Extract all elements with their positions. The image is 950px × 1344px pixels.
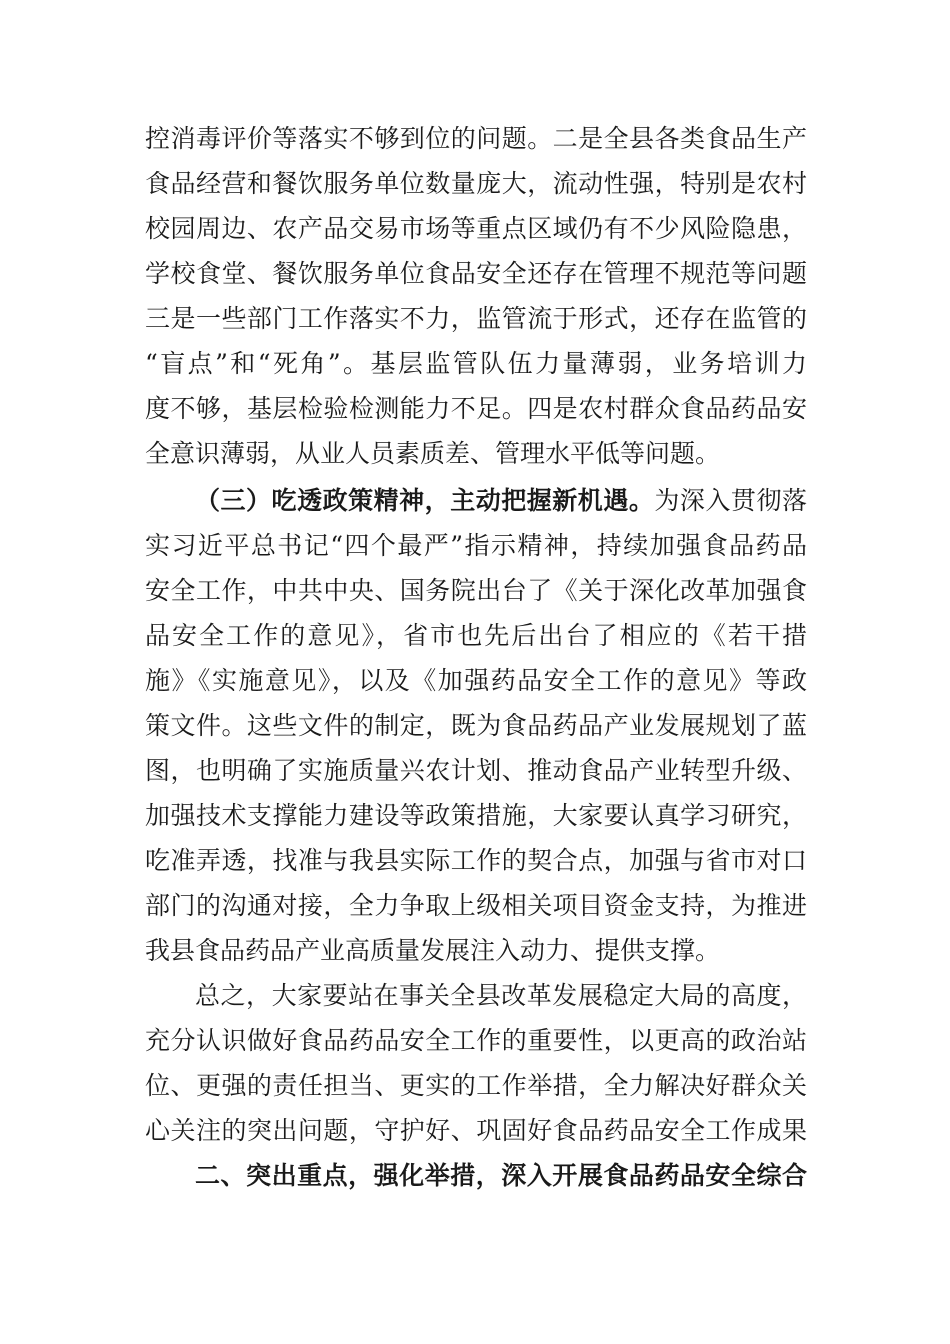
text-line: 我县食品药品产业高质量发展注入动力、提供支撑。 [145, 936, 721, 965]
text-line: 图，也明确了实施质量兴农计划、推动食品产业转型升级、 [145, 756, 807, 785]
text-line: 实习近平总书记“四个最严”指示精神，持续加强食品药品 [145, 531, 807, 560]
text-line: 度不够，基层检验检测能力不足。四是农村群众食品药品安 [145, 394, 807, 423]
text-line: 食品经营和餐饮服务单位数量庞大，流动性强，特别是农村 [145, 169, 807, 198]
text-line: 位、更强的责任担当、更实的工作举措，全力解决好群众关 [145, 1071, 807, 1100]
text-line: 施》《实施意见》，以及《加强药品安全工作的意见》等政 [145, 666, 807, 695]
text-line: 充分认识做好食品药品安全工作的重要性，以更高的政治站 [145, 1026, 807, 1055]
paragraph-first-line [195, 481, 807, 521]
text-line: 部门的沟通对接，全力争取上级相关项目资金支持，为推进 [145, 891, 807, 920]
text-line: 加强技术支撑能力建设等政策措施，大家要认真学习研究， [145, 801, 807, 830]
text-line: 安全工作，中共中央、国务院出台了《关于深化改革加强食 [145, 576, 807, 605]
text-line: 吃准弄透，找准与我县实际工作的契合点，加强与省市对口 [145, 846, 807, 875]
text-span: 为深入贯彻落 [654, 486, 807, 515]
text-line: 学校食堂、餐饮服务单位食品安全还存在管理不规范等问题 [145, 259, 807, 288]
text-line: 三是一些部门工作落实不力，监管流于形式，还存在监管的 [145, 304, 807, 333]
section-heading: 二、突出重点，强化举措，深入开展食品药品安全综合 [195, 1161, 807, 1190]
text-line: 全意识薄弱，从业人员素质差、管理水平低等问题。 [145, 439, 721, 468]
text-line: 控消毒评价等落实不够到位的问题。二是全县各类食品生产 [145, 124, 807, 153]
text-line: “盲点”和“死角”。基层监管队伍力量薄弱，业务培训力 [145, 349, 807, 378]
text-line: 总之，大家要站在事关全县改革发展稳定大局的高度， [195, 981, 807, 1010]
text-line: 品安全工作的意见》，省市也先后出台了相应的《若干措 [145, 621, 807, 650]
text-line: 心关注的突出问题，守护好、巩固好食品药品安全工作成果 [145, 1116, 807, 1145]
subsection-heading: （三）吃透政策精神，主动把握新机遇。 [195, 486, 655, 515]
text-line: 策文件。这些文件的制定，既为食品药品产业发展规划了蓝 [145, 711, 807, 740]
text-line: 校园周边、农产品交易市场等重点区域仍有不少风险隐患， [145, 214, 807, 243]
